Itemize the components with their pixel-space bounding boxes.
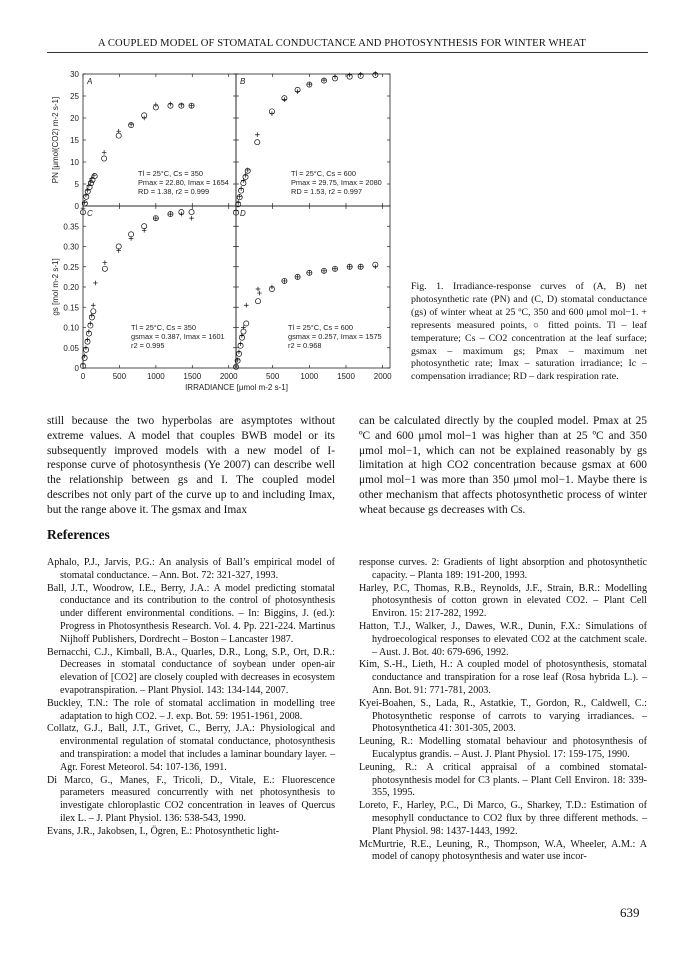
measured-point [168,102,173,107]
fitted-point [244,321,249,326]
x-tick-label: 2000 [373,372,392,381]
y-tick-label: 0.15 [63,303,79,313]
inset-text: gsmax = 0.387, Imax = 1601 [131,332,225,341]
panel-letter: C [87,209,93,218]
y-tick-label: 30 [70,70,79,79]
reference-entry: Aphalo, P.J., Jarvis, P.G.: An analysis of Ball’s empirical model of stomatal conductance. – Ann. Bot. 72: 321-327, 1993. [47,557,335,581]
reference-entry: Ball, J.T., Woodrow, I.E., Berry, J.A.: A model predicting stomatal conductance and its contribution to the control of photosynthesis under different environmental conditions. – In: Biggins, J. (ed.): Progress in Photosynthesis Research. Vol. 4. Pp. 221-224. Martinus Nijhoff Publishers, Dordrecht – Boston – Lancaster 1987. [47,582,335,645]
y-axis-title: PN [μmol(CO2) m-2 s-1] [51,96,60,184]
fitted-point [255,140,260,145]
fitted-point [102,156,107,161]
measured-point [85,188,90,193]
measured-point [244,303,249,308]
measured-point [103,260,108,265]
measured-point [116,129,121,134]
y-tick-label: 0 [74,202,79,211]
inset-text: RD = 1.53, r2 = 0.997 [291,187,363,196]
x-tick-label: 1000 [146,372,165,381]
page-number: 639 [620,905,640,920]
measured-point [129,122,134,127]
measured-point [270,285,275,290]
measured-point [358,72,363,77]
measured-point [255,132,260,137]
y-tick-label: 0.35 [63,222,79,232]
reference-entry: McMurtrie, R.E., Leuning, R., Thompson, W.A, Wheeler, A.M.: A model of canopy photosynthesis and water use incor- [359,838,647,863]
measured-point [87,329,92,334]
body-text-left: still because the two hyperbolas are asymptotes without extreme values. A model that couples BWB model or its subsequently improved models with a new model of I-response curve of photosynthesis (Ye 2007) can describe well the relationship between gs and I. The coupled model describes not only part of the curve up to and including Imax, but the range above it. The gsmax and Imax [47,415,335,516]
measured-point [238,341,243,346]
reference-entry: response curves. 2: Gradients of light absorption and photosynthetic capacity. – Planta 189: 191-200, 1993. [359,557,647,581]
reference-entry: Evans, J.R., Jakobsen, I., Ögren, E.: Photosynthetic light- [47,825,280,837]
body-text-right: can be calculated directly by the coupled model. Pmax at 25 ºC and 600 μmol mol−1 was higher than at 25 ºC and 350 μmol mol−1, which can not be explained reasonably by gs limitation at high CO2 concentration because gsmax at 600 μmol mol−1 was more than 350 μmol mol−1. Maybe there is other mechanism that affects photosynthetic process of winter wheat because gs decreases with Cs. [359,415,647,516]
measured-point [85,337,90,342]
measured-point [84,345,89,350]
measured-point [241,178,246,183]
y-tick-label: 5 [74,180,79,189]
fitted-point [255,299,260,304]
measured-point [295,89,300,94]
measured-point [179,212,184,217]
y-tick-label: 0.30 [63,242,79,252]
y-tick-label: 25 [70,92,79,101]
panel-letter: D [240,209,246,218]
inset-text: Tl = 25°C, Cs = 600 [291,169,356,178]
y-tick-label: 0 [74,364,79,373]
panel-letter: B [240,77,246,86]
measured-point [270,111,275,116]
measured-point [373,264,378,269]
measured-point [88,321,93,326]
measured-point [373,71,378,76]
inset-text: Pmax = 29.75, Imax = 2080 [291,178,382,187]
measured-point [257,291,262,296]
measured-point [91,303,96,308]
measured-point [93,281,98,286]
measured-point [189,216,194,221]
measured-point [256,287,261,292]
panel-letter: A [87,77,93,86]
inset-text: Tl = 25°C, Cs = 350 [131,323,196,332]
measured-point [142,116,147,121]
x-tick-label: 500 [265,372,280,381]
running-head: A COUPLED MODEL OF STOMATAL CONDUCTANCE AND PHOTOSYNTHESIS FOR WINTER WHEAT [97,38,587,49]
y-tick-label: 15 [70,136,79,145]
x-axis-title: IRRADIANCE [μmol m-2 s-1] [185,383,288,392]
inset-text: gsmax = 0.257, Imax = 1575 [288,332,382,341]
measured-point [245,168,250,173]
y-tick-label: 0.20 [63,283,79,292]
y-axis-title: gs [mol m-2 s-1] [51,258,60,316]
reference-entry: Kyei-Boahen, S., Lada, R., Astatkie, T., Gordon, R., Caldwell, C.: Photosynthetic response of carrots to varying irradiances. – Photosynthetica 41: 301-305, 2003. [359,697,647,735]
reference-entry: Kim, S.-H., Lieth, H.: A coupled model of photosynthesis, stomatal conductance and transpiration for a rose leaf (Rosa hybrida L.). – Ann. Bot. 91: 771-781, 2003. [359,659,647,696]
fitted-point [102,266,107,271]
inset-text: Tl = 25°C, Cs = 600 [288,323,353,332]
fitted-point [92,173,97,178]
inset-text: r2 = 0.995 [131,341,165,350]
measured-point [347,73,352,78]
x-tick-label: 1000 [300,372,319,381]
references-heading: References [47,527,110,542]
reference-entry: Collatz, G.J., Ball, J.T., Grivet, C., Berry, J.A.: Physiological and environmental regulation of stomatal conductance, photosynthesis and transpiration: a model that includes a laminar boundary layer. – Agr. Forest Meteorol. 54: 107-136, 1991. [47,723,335,773]
measured-point [81,362,86,367]
measured-point [179,103,184,108]
y-tick-label: 20 [70,114,79,123]
reference-entry: Leuning, R.: Modelling stomatal behaviour and photosynthesis of Eucalyptus grandis. – Aust. J. Plant Physiol. 17: 159-175, 1990. [359,736,647,760]
reference-entry: Leuning, R.: A critical appraisal of a combined stomatal-photosynthesis model for C3 plants. – Plant Cell Environ. 18: 339-355, 1995. [359,761,647,799]
reference-entry: Harley, P.C, Thomas, R.B., Reynolds, J.F., Strain, B.R.: Modelling photosynthesis of cotton grown in elevated CO2. – Plant Cell Environ. 15: 217-282, 1992. [359,582,647,620]
measured-point [333,74,338,79]
figure-caption: Fig. 1. Irradiance-response curves of (A, B) net photosynthetic rate (PN) and (C, D) stomatal conductance (gs) of winter wheat at 25 ºC, 350 and 600 μmol mol−1. + represents measured points, ○ fitted points. Tl – leaf temperature; Cs – CO2 concentration at the leaf surface; gsmax – maximum gs; Pmax – maximum net photosynthetic rate; Imax – saturation irradiance; Ic – compensation irradiance; RD – dark respiration rate. [411,281,647,383]
y-tick-label: 0.05 [63,343,79,353]
inset-text: RD = 1.38, r2 = 0.999 [138,187,210,196]
measured-point [237,194,242,199]
measured-point [239,186,244,191]
figure-1 [48,70,408,395]
y-tick-label: 0.25 [63,262,79,272]
fitted-point [116,133,121,138]
x-tick-label: 500 [112,372,127,381]
reference-entry: Hatton, T.J., Walker, J., Dawes, W.R., Dunin, F.X.: Simulations of hydroecological responses to elevated CO2 at the catchment scale. – Aust. J. Bot. 40: 679-696, 1992. [359,620,647,658]
measured-point [236,200,241,205]
measured-point [154,103,159,108]
inset-text: r2 = 0.968 [288,341,322,350]
header-rule [47,52,648,53]
y-tick-label: 0.10 [63,323,79,333]
fitted-point [189,209,194,214]
x-tick-label: 1500 [337,372,355,381]
x-tick-label: 1500 [183,372,202,381]
y-tick-label: 10 [70,158,79,167]
measured-point [282,97,287,102]
measured-point [84,193,89,198]
reference-entry: Di Marco, G., Manes, F., Tricoli, D., Vitale, E.: Fluorescence parameters measured concurrently with net photosynthesis to investigate chloroplastic CO2 concentration in leaves of Quercus ilex L. – J. Plant Physiol. 136: 538-543, 1990. [47,774,335,824]
inset-text: Tl = 25°C, Cs = 350 [138,169,203,178]
x-tick-label: 2000 [219,372,238,381]
measured-point [237,350,242,355]
measured-point [102,150,107,155]
references-right-column [359,557,647,864]
references-left-column [47,557,335,839]
reference-entry: Buckley, T.N.: The role of stomatal acclimation in modelling tree adaptation to high CO2. – J. exp. Bot. 59: 1951-1961, 2008. [47,697,335,722]
inset-text: Pmax = 22.80, Imax = 1654 [138,178,229,187]
reference-entry: Bernacchi, C.J., Kimball, B.A., Quarles, D.R., Long, S.P., Ort, D.R.: Decreases in stomatal conductance of soybean under open-air elevation of [CO2] are closely coupled with decreases in ecosystem evapotranspiration. – Plant Physiol. 143: 134-144, 2007. [47,646,335,696]
x-tick-label: 0 [80,372,86,381]
reference-entry: Loreto, F., Harley, P.C., Di Marco, G., Sharkey, T.D.: Estimation of mesophyll conductance to CO2 flux by three different methods. – Plant Physiol. 98: 1437-1443, 1992. [359,800,647,837]
